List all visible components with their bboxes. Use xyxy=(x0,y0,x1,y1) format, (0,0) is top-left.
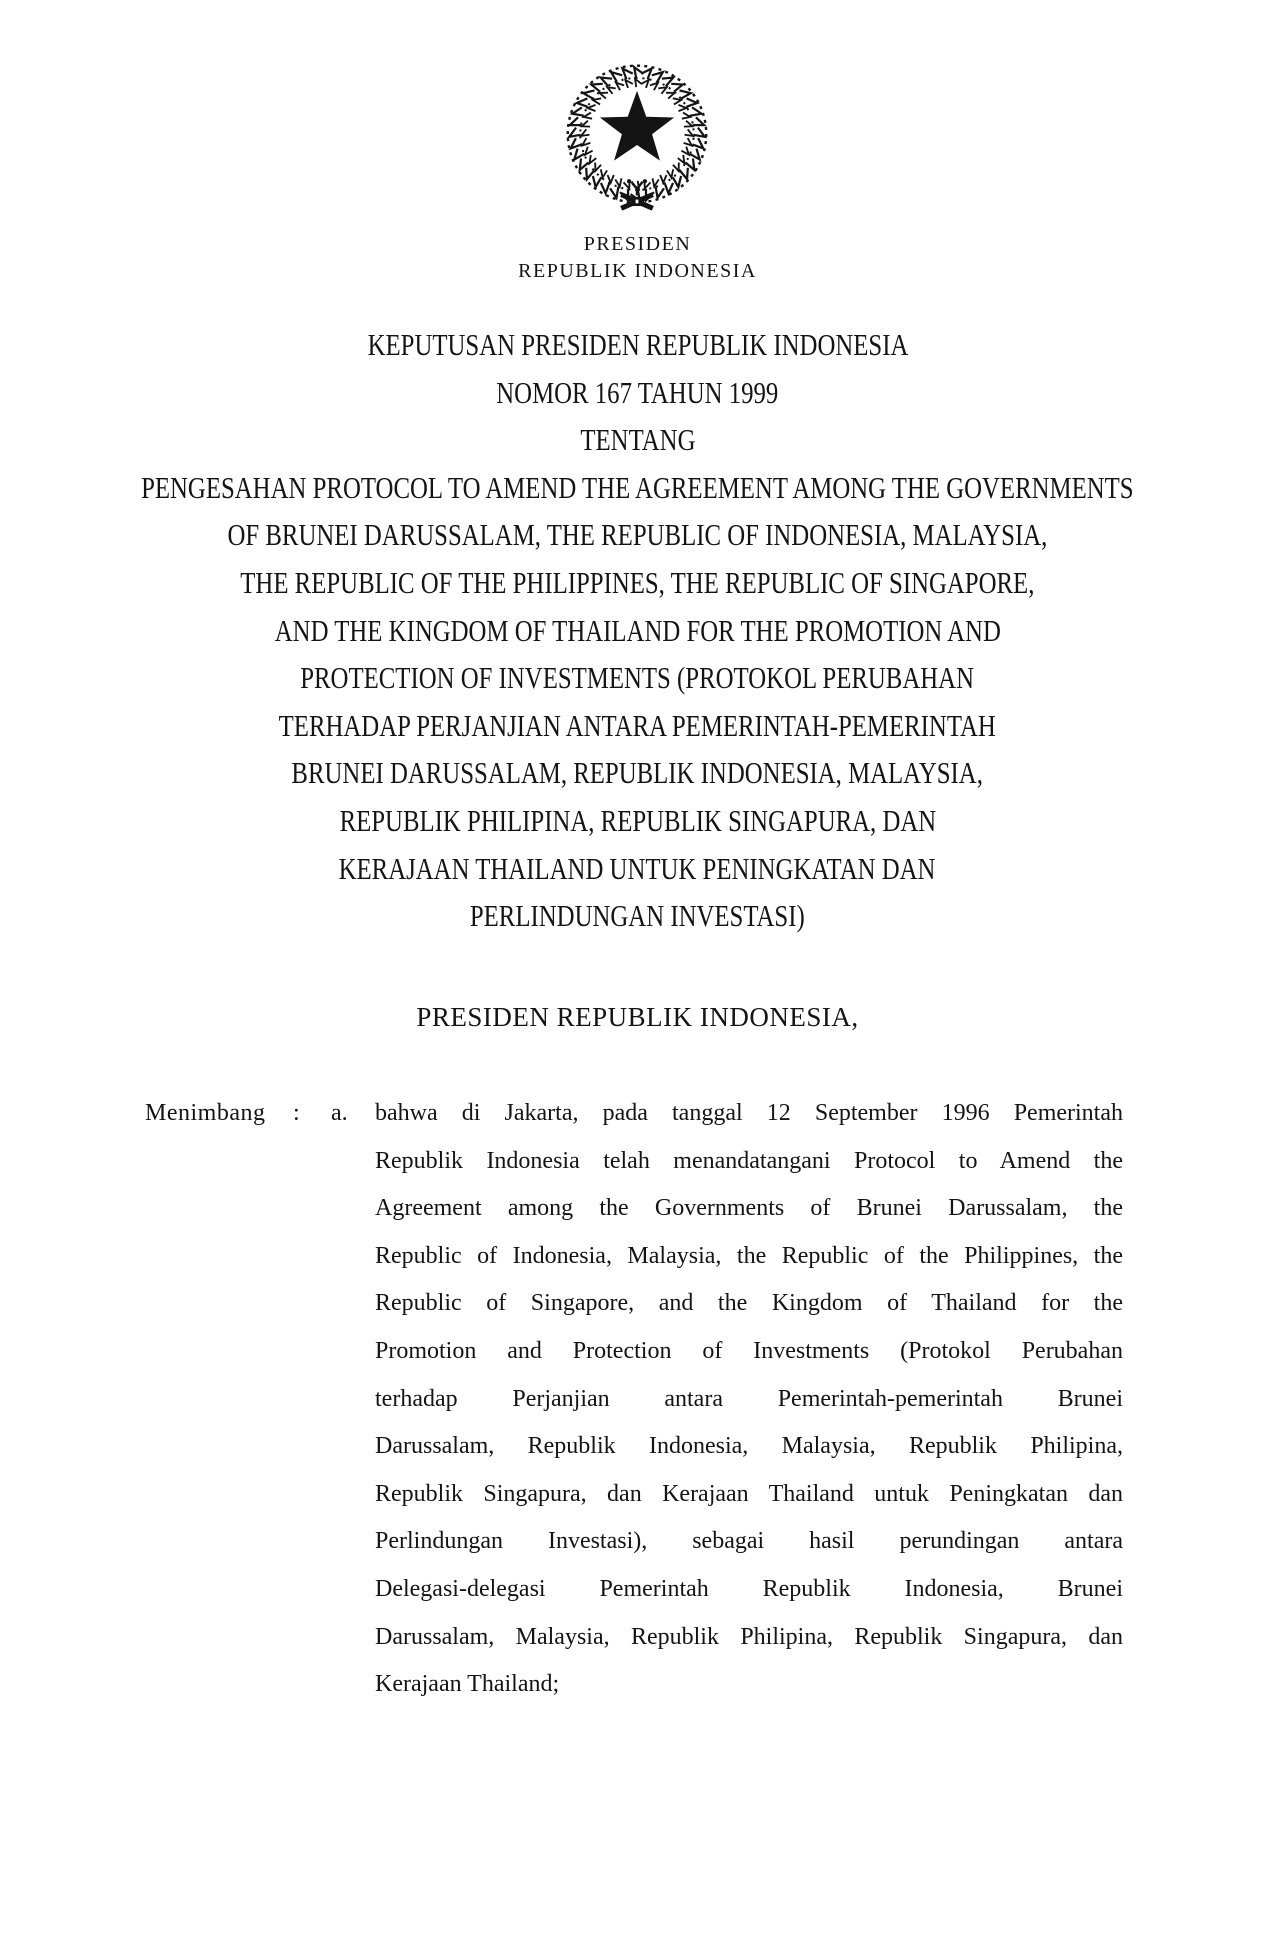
title-line: BRUNEI DARUSSALAM, REPUBLIK INDONESIA, MALAYSIA, xyxy=(291,755,984,791)
body-line: Perlindungan Investasi), sebagai hasil perundingan antara xyxy=(375,1528,1123,1555)
menimbang-label: Menimbang xyxy=(145,1100,266,1126)
body-line: Kerajaan Thailand; xyxy=(375,1671,560,1698)
decree-title xyxy=(0,321,1275,940)
title-line: PERLINDUNGAN INVESTASI) xyxy=(470,898,805,934)
body-line: bahwa di Jakarta, pada tanggal 12 September 1996 Pemerintah xyxy=(375,1100,1123,1126)
title-line: TENTANG xyxy=(579,422,696,458)
title-line: TERHADAP PERJANJIAN ANTARA PEMERINTAH-PEMERINTAH xyxy=(278,707,997,743)
salutation: PRESIDEN REPUBLIK INDONESIA, xyxy=(416,1002,859,1032)
presidential-seal-icon xyxy=(558,56,716,212)
title-line: REPUBLIK PHILIPINA, REPUBLIK SINGAPURA, DAN xyxy=(339,802,936,838)
title-line: PROTECTION OF INVESTMENTS (PROTOKOL PERUBAHAN xyxy=(300,660,975,696)
body-line: Agreement among the Governments of Brunei Darussalam, the xyxy=(375,1195,1123,1222)
body-line: Republik Singapura, dan Kerajaan Thailand untuk Peningkatan dan xyxy=(375,1480,1123,1507)
body-line: Republic of Indonesia, Malaysia, the Republic of the Philippines, the xyxy=(375,1242,1123,1269)
title-line: NOMOR 167 TAHUN 1999 xyxy=(496,374,779,410)
title-line: THE REPUBLIC OF THE PHILIPPINES, THE REPUBLIC OF SINGAPORE, xyxy=(240,564,1035,600)
body-line: Republik Indonesia telah menandatangani Protocol to Amend the xyxy=(375,1147,1123,1174)
menimbang-colon: : xyxy=(293,1100,300,1126)
body-line: Promotion and Protection of Investments (Protokol Perubahan xyxy=(375,1337,1123,1364)
body-line: Darussalam, Malaysia, Republik Philipina, Republik Singapura, dan xyxy=(375,1623,1123,1650)
letterhead-republik-indonesia: REPUBLIK INDONESIA xyxy=(518,260,757,282)
body-line: terhadap Perjanjian antara Pemerintah-pemerintah Brunei xyxy=(375,1385,1123,1412)
ribbon-knot-icon xyxy=(621,179,653,208)
title-line: PENGESAHAN PROTOCOL TO AMEND THE AGREEMENT AMONG THE GOVERNMENTS xyxy=(141,469,1134,505)
title-line: KEPUTUSAN PRESIDEN REPUBLIK INDONESIA xyxy=(367,327,908,362)
star-icon xyxy=(600,91,674,161)
title-line: OF BRUNEI DARUSSALAM, THE REPUBLIC OF INDONESIA, MALAYSIA, xyxy=(227,517,1048,553)
title-line: AND THE KINGDOM OF THAILAND FOR THE PROMOTION AND xyxy=(274,612,1001,648)
letterhead xyxy=(0,231,1275,285)
body-line: Delegasi-delegasi Pemerintah Republik Indonesia, Brunei xyxy=(375,1575,1123,1602)
body-line: Darussalam, Republik Indonesia, Malaysia, Republik Philipina, xyxy=(375,1433,1123,1460)
letterhead-presiden: PRESIDEN xyxy=(583,233,692,255)
item-a-letter: a. xyxy=(331,1100,348,1126)
body-line: Republic of Singapore, and the Kingdom of Thailand for the xyxy=(375,1290,1123,1317)
title-line: KERAJAAN THAILAND UNTUK PENINGKATAN DAN xyxy=(339,850,936,886)
item-a-paragraph xyxy=(375,1090,1123,1709)
